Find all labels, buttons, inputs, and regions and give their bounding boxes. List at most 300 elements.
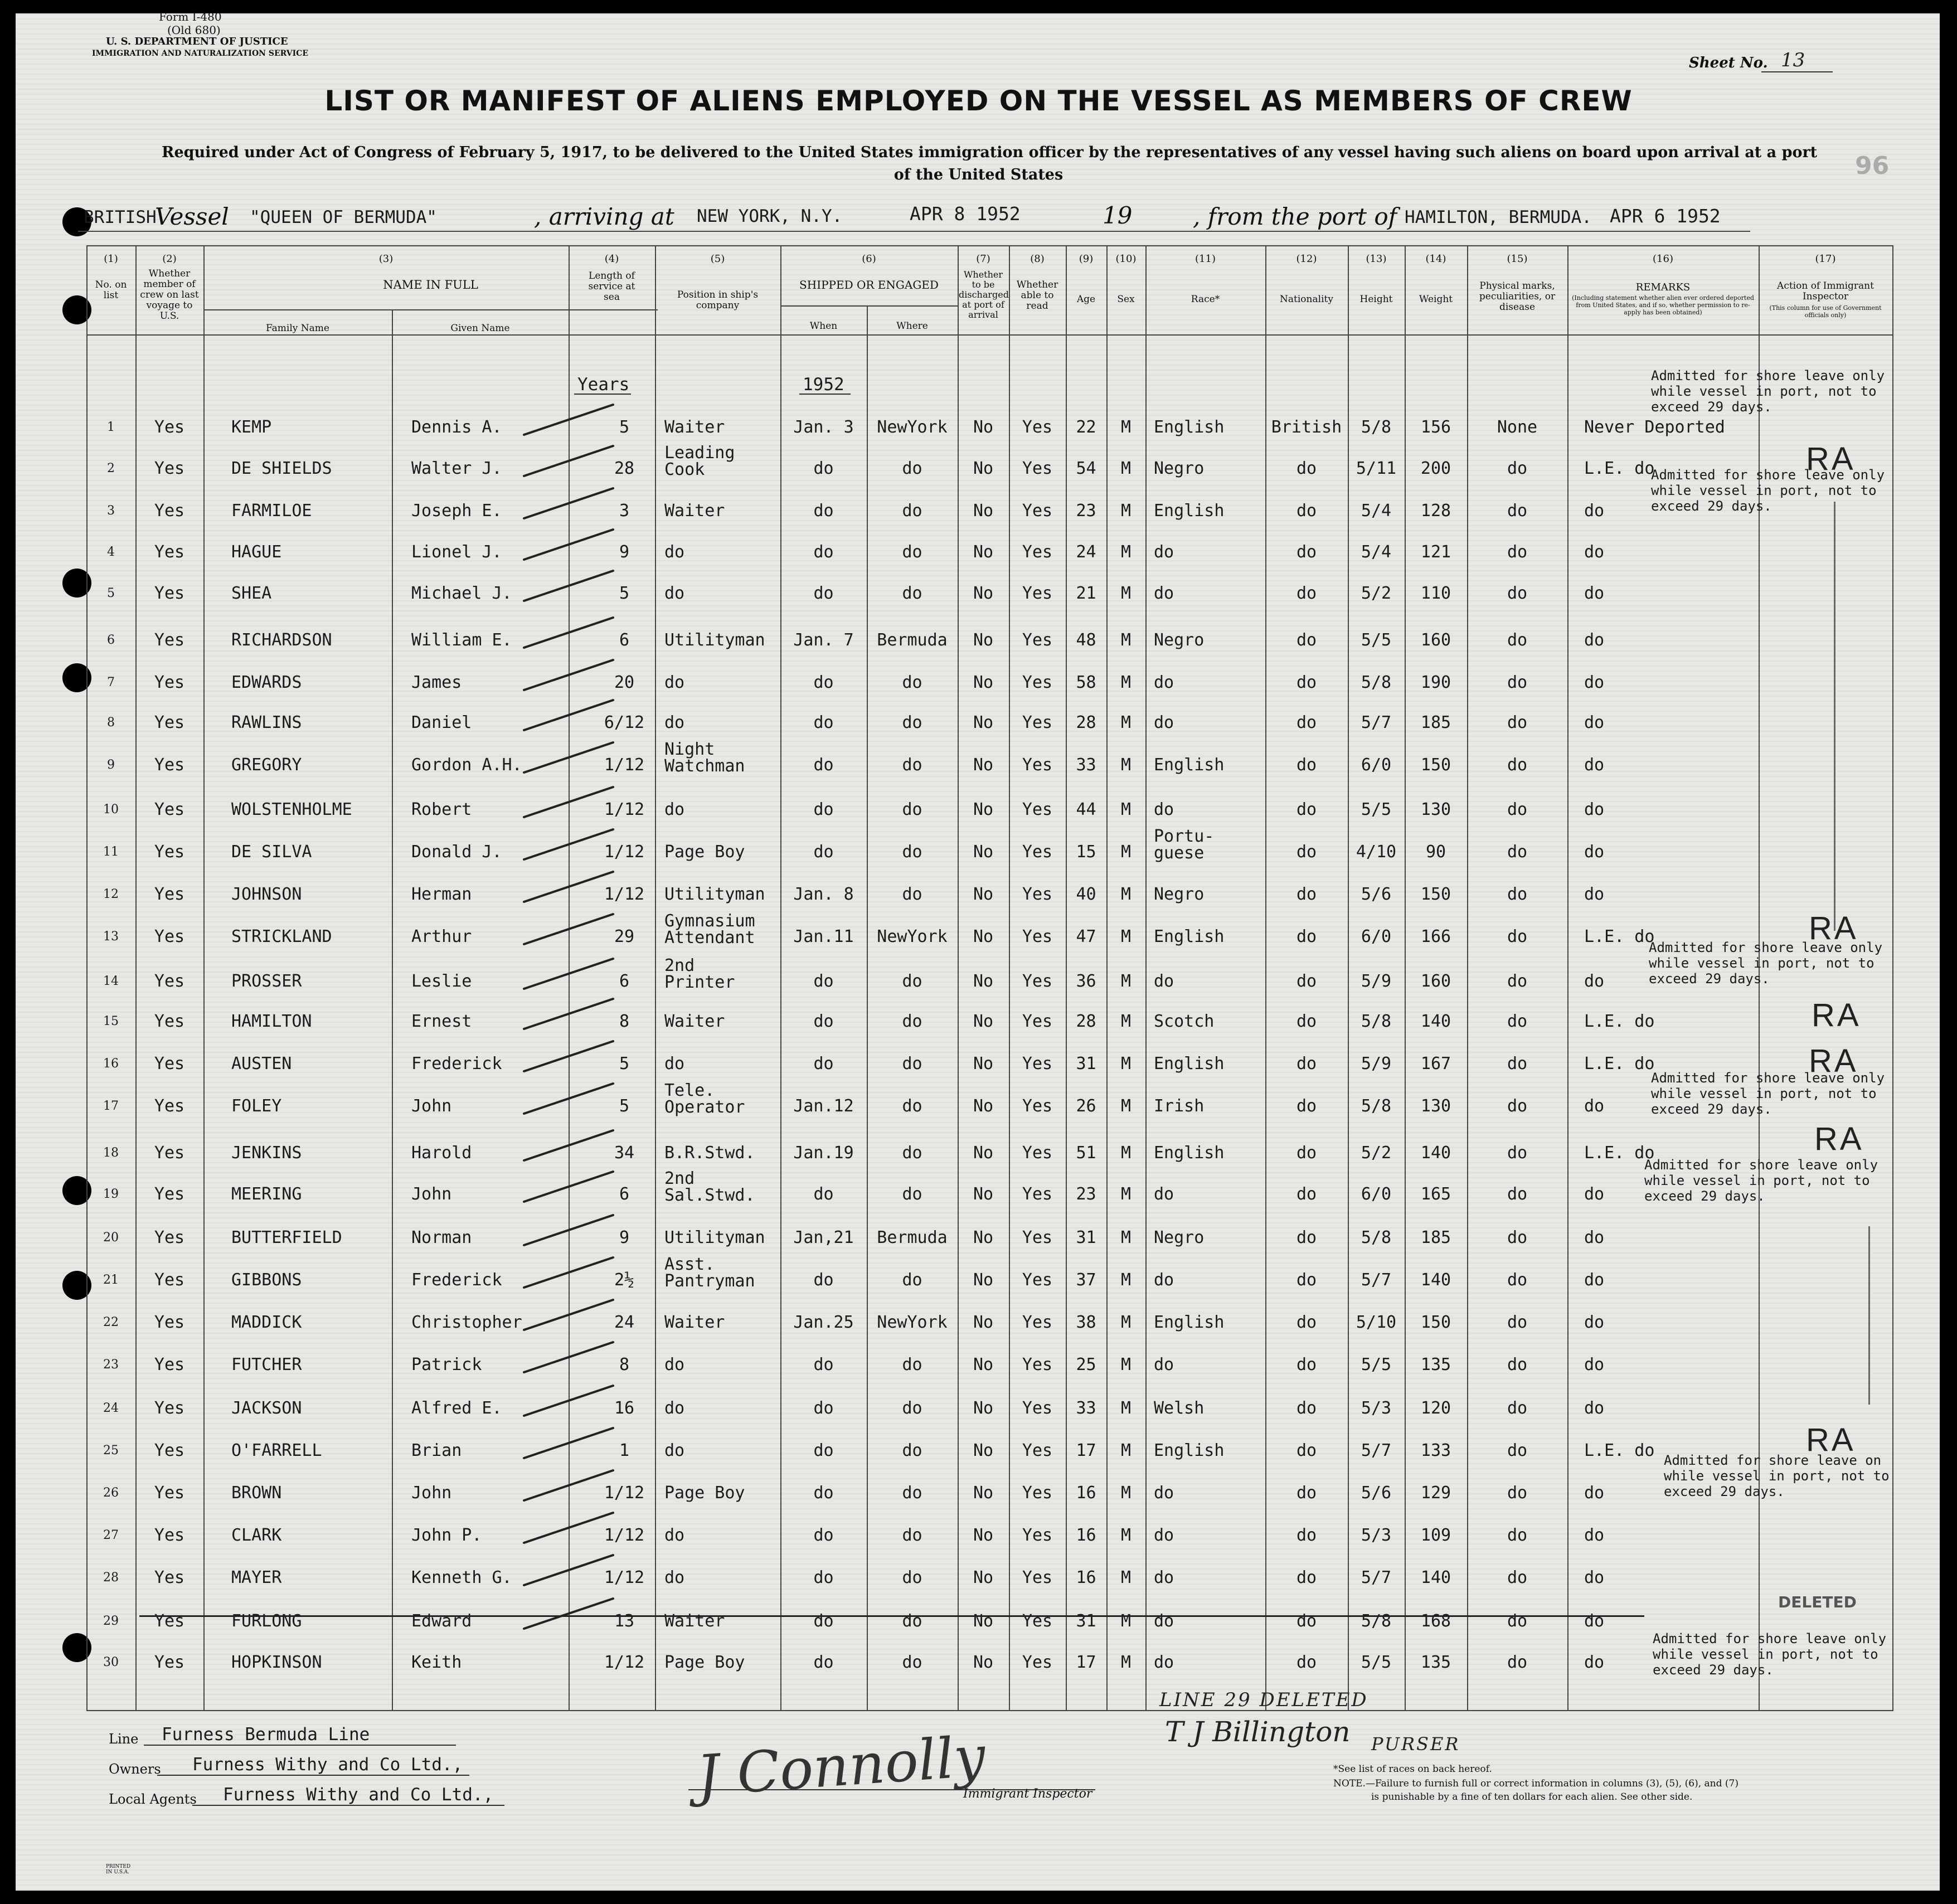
row-when-cell: Jan.19 [793,1143,854,1163]
row-race-line: English [1154,755,1225,775]
row-where-cell: NewYork [877,1313,948,1332]
row-no-cell: 7 [107,676,115,689]
row-age-cell: 17 [1076,1441,1096,1460]
row-read-cell: Yes [1022,673,1053,692]
row-race-cell [1154,419,1265,436]
row-no-cell: 22 [103,1315,119,1329]
row-height-cell: 5/4 [1361,501,1392,521]
service-check-mark [524,1215,613,1245]
row-sex-cell: M [1120,673,1132,692]
row-age-cell: 44 [1076,800,1096,819]
row-sex-cell: M [1120,1054,1132,1074]
header-height: Height [1359,294,1393,305]
shore-leave-note: Admitted for shore leave on while vessel in port, not to exceed 29 days. [1664,1453,1890,1499]
row-read-cell: Yes [1022,1483,1053,1503]
row-prev-cell: Yes [154,501,185,521]
row-age-cell: 21 [1076,584,1096,603]
row-nat-cell: do [1296,1184,1317,1204]
row-read-cell: Yes [1022,713,1053,732]
row-family-cell: STRICKLAND [231,927,332,946]
row-age-cell: 40 [1076,885,1096,904]
row-given-cell: Lionel J. [411,542,502,562]
row-position-cell [664,1013,780,1030]
row-remarks-cell: do [1584,1313,1605,1332]
row-race-cell [1154,1570,1265,1586]
row-prev-cell: Yes [154,1398,185,1418]
row-height-cell: 5/6 [1361,1483,1392,1503]
col-number: (10) [1115,253,1137,265]
row-height-cell: 5/8 [1361,1228,1392,1247]
row-marks-cell: do [1507,1483,1528,1503]
row-marks-cell: do [1507,713,1528,732]
arrival-date: APR 8 1952 [910,203,1021,225]
row-remarks-cell: do [1584,1568,1605,1587]
row-position-line: do [664,1398,685,1418]
row-position-cell [664,503,780,519]
row-disch-cell: No [973,800,994,819]
row-position-cell [664,715,780,731]
row-weight-cell: 140 [1420,1270,1451,1290]
row-sex-cell: M [1120,584,1132,603]
row-nat-cell: do [1296,1526,1317,1545]
row-weight-cell: 150 [1420,885,1451,904]
row-given-cell: Patrick [411,1355,482,1374]
row-sex-cell: M [1120,630,1132,650]
row-height-cell: 5/7 [1361,1568,1392,1587]
row-position-cell [664,844,780,861]
service-check-mark [524,1386,613,1416]
ra-mark: RA [1806,1422,1856,1458]
row-given-cell: Dennis A. [411,417,502,437]
row-remarks-cell: do [1584,630,1605,650]
row-remarks-cell: do [1584,542,1605,562]
row-sex-cell: M [1120,1270,1132,1290]
header-weight: Weight [1419,294,1453,305]
row-prev-cell: Yes [154,1228,185,1247]
row-prev-cell: Yes [154,417,185,437]
ra-mark: RA [1814,1121,1864,1157]
row-when-cell: do [813,584,834,603]
row-race-cell [1154,1098,1265,1115]
row-no-cell: 5 [107,586,115,600]
row-prev-cell: Yes [154,1653,185,1672]
row-marks-cell: do [1507,542,1528,562]
row-no-cell: 20 [103,1231,119,1245]
row-sex-cell: M [1120,842,1132,862]
row-height-cell: 5/8 [1361,1012,1392,1031]
row-disch-cell: No [973,501,994,521]
row-read-cell: Yes [1022,1526,1053,1545]
row-height-cell: 6/0 [1361,755,1392,775]
row-weight-cell: 109 [1420,1526,1451,1545]
shore-leave-note: Admitted for shore leave only while vessel in port, not to exceed 29 days. [1649,940,1883,987]
service-check-mark [524,571,613,601]
row-no-cell: 21 [103,1273,119,1287]
row-weight-cell: 190 [1420,673,1451,692]
row-disch-cell: No [973,1054,994,1074]
row-given-cell: William E. [411,630,512,650]
service-check-mark [524,959,613,989]
shore-leave-note: Admitted for shore leave only while vessel in port, not to exceed 29 days. [1653,1631,1887,1678]
service-check-mark [524,700,613,730]
row-sex-cell: M [1120,1441,1132,1460]
row-weight-cell: 140 [1420,1012,1451,1031]
row-no-cell: 1 [107,420,115,434]
row-height-cell: 5/7 [1361,1441,1392,1460]
row-when-cell: do [813,1355,834,1374]
row-when-cell: Jan. 7 [793,630,854,650]
row-prev-cell: Yes [154,1355,185,1374]
row-when-cell: Jan. 8 [793,885,854,904]
row-nat-cell: do [1296,842,1317,862]
row-read-cell: Yes [1022,459,1053,478]
row-family-cell: MEERING [231,1184,302,1204]
subtitle-line-2: of the United States [893,166,1064,183]
row-nat-cell: do [1296,459,1317,478]
row-position-line: Waiter [664,1611,725,1631]
row-where-cell: do [902,1526,922,1545]
row-service-cell: 1 [619,1441,630,1460]
row-sex-cell: M [1120,927,1132,946]
row-service-cell: 20 [614,673,635,692]
row-position-cell [664,674,780,691]
row-remarks-cell: L.E. do [1584,1054,1655,1074]
service-check-mark [524,446,613,476]
row-family-cell: JACKSON [231,1398,302,1418]
row-read-cell: Yes [1022,1611,1053,1631]
row-position-cell [664,1654,780,1671]
row-age-cell: 22 [1076,417,1096,437]
row-marks-cell: do [1507,1441,1528,1460]
row-weight-cell: 129 [1420,1483,1451,1503]
row-age-cell: 31 [1076,1611,1096,1631]
row-sex-cell: M [1120,1398,1132,1418]
row-read-cell: Yes [1022,800,1053,819]
row-family-cell: MAYER [231,1568,282,1587]
row-marks-cell: do [1507,1526,1528,1545]
shore-leave-note: Admitted for shore leave only while vessel in port, not to exceed 29 days. [1651,368,1885,415]
row-age-cell: 36 [1076,972,1096,991]
row-service-cell: 9 [619,1228,630,1247]
shore-leave-note: Admitted for shore leave only while vessel in port, not to exceed 29 days. [1651,467,1885,514]
row-position-cell [664,1400,780,1417]
row-no-cell: 30 [103,1655,119,1669]
col-rule [1892,245,1893,1711]
row-when-cell: do [813,1653,834,1672]
row-weight-cell: 166 [1420,927,1451,946]
row-service-cell: 1/12 [604,1653,645,1672]
row-read-cell: Yes [1022,1143,1053,1163]
row-remarks-cell: do [1584,885,1605,904]
row-given-cell: Alfred E. [411,1398,502,1418]
row-race-line: do [1154,1184,1174,1204]
header-nationality: Nationality [1280,294,1333,305]
row-family-cell: PROSSER [231,972,302,991]
row-service-cell: 1/12 [604,885,645,904]
row-read-cell: Yes [1022,972,1053,991]
col-number: (12) [1296,253,1317,265]
row-height-cell: 5/7 [1361,1270,1392,1290]
row-weight-cell: 185 [1420,1228,1451,1247]
row-remarks-cell: do [1584,1483,1605,1503]
row-remarks-cell: do [1584,1653,1605,1672]
year-label: 19 [1103,202,1133,229]
row-remarks-cell: L.E. do [1584,927,1655,946]
ra-mark: RA [1806,441,1856,477]
row-family-cell: CLARK [231,1526,282,1545]
row-sex-cell: M [1120,885,1132,904]
row-age-cell: 33 [1076,1398,1096,1418]
row-service-cell: 6 [619,972,630,991]
row-race-line: do [1154,1355,1174,1374]
row-given-cell: Edward [411,1611,472,1631]
arriving-label: , arriving at [534,203,674,230]
row-nat-cell: do [1296,501,1317,521]
row-when-cell: do [813,972,834,991]
row-given-cell: Michael J. [411,584,512,603]
header-age: Age [1076,294,1096,305]
row-remarks-cell: do [1584,755,1605,775]
row-age-cell: 47 [1076,927,1096,946]
row-prev-cell: Yes [154,927,185,946]
row-race-cell [1154,1400,1265,1417]
row-position-cell [664,445,780,478]
agents-underline [192,1805,504,1806]
row-nat-cell: do [1296,1096,1317,1116]
row-service-cell: 16 [614,1398,635,1418]
row-position-line: Utilityman [664,1228,765,1247]
row-position-cell [664,1170,780,1204]
row-where-cell: NewYork [877,927,948,946]
row-remarks-cell: do [1584,1096,1605,1116]
row-disch-cell: No [973,1012,994,1031]
row-given-cell: Walter J. [411,459,502,478]
row-nat-cell: do [1296,1228,1317,1247]
row-given-cell: Robert [411,800,472,819]
row-where-cell: Bermuda [877,630,948,650]
row-disch-cell: No [973,755,994,775]
row-marks-cell: do [1507,800,1528,819]
row-race-cell [1154,886,1265,903]
row-position-line: Utilityman [664,885,765,904]
row-prev-cell: Yes [154,542,185,562]
sheet-number-underline [1761,71,1833,72]
row-prev-cell: Yes [154,584,185,603]
line-value: Furness Bermuda Line [162,1725,370,1745]
row-when-cell: do [813,842,834,862]
row-weight-cell: 167 [1420,1054,1451,1074]
row-sex-cell: M [1120,542,1132,562]
row-weight-cell: 200 [1420,459,1451,478]
row-race-line: do [1154,1611,1174,1631]
row-given-cell: Brian [411,1441,462,1460]
row-sex-cell: M [1120,713,1132,732]
ra-mark: RA [1812,997,1861,1033]
col-number: (3) [378,253,394,265]
service-check-mark [524,829,613,859]
row-when-cell: Jan.12 [793,1096,854,1116]
row-where-cell: do [902,1096,922,1116]
subtitle-line-1: Required under Act of Congress of February 5, 1917, to be delivered to the United States immigration officer by the representatives of any vessel having such aliens on board upon arrival at a port [162,144,1818,161]
row-position-line: do [664,713,685,732]
row-when-cell: do [813,1054,834,1074]
service-check-mark [524,787,613,817]
row-where-cell: do [902,842,922,862]
row-read-cell: Yes [1022,1096,1053,1116]
row-nat-cell: do [1296,972,1317,991]
row-race-cell [1154,1272,1265,1289]
row-remarks-cell: do [1584,1228,1605,1247]
row-no-cell: 3 [107,504,115,518]
row-nat-cell: do [1296,1483,1317,1503]
row-prev-cell: Yes [154,885,185,904]
row-prev-cell: Yes [154,630,185,650]
row-given-cell: Joseph E. [411,501,502,521]
row-given-cell: Frederick [411,1054,502,1074]
row-given-cell: Norman [411,1228,472,1247]
col-number: (4) [604,253,619,265]
row-position-cell [664,544,780,561]
col-number: (14) [1425,253,1446,265]
row-position-line: B.R.Stwd. [664,1143,755,1163]
shipped-subheader-rule [780,305,959,307]
header-remarks-note: (Including statement whether alien ever ordered deported from United States, and if so, whether permission to re-apply has been obtained) [1572,294,1754,316]
row-given-cell: Ernest [411,1012,472,1031]
row-sex-cell: M [1120,1526,1132,1545]
row-family-cell: FARMILOE [231,501,312,521]
row-position-cell [664,632,780,649]
row-age-cell: 23 [1076,501,1096,521]
row-read-cell: Yes [1022,885,1053,904]
row-age-cell: 31 [1076,1228,1096,1247]
row-position-cell [664,913,780,946]
row-position-cell [664,1230,780,1246]
row-remarks-cell: do [1584,501,1605,521]
row-when-cell: do [813,1611,834,1631]
row-position-line: do [664,800,685,819]
service-check-mark [524,1257,613,1288]
row-read-cell: Yes [1022,1441,1053,1460]
row-position-cell [664,1357,780,1373]
header-remarks: REMARKS [1635,281,1691,293]
row-service-cell: 34 [614,1143,635,1163]
row-marks-cell: do [1507,1012,1528,1031]
row-position-line: do [664,1568,685,1587]
row-marks-cell: do [1507,584,1528,603]
row-race-cell [1154,828,1265,862]
ra-mark: RA [1809,1043,1858,1079]
row-remarks-cell: L.E. do [1584,459,1655,478]
row-no-cell: 28 [103,1571,119,1585]
row-when-cell: Jan. 3 [793,417,854,437]
row-prev-cell: Yes [154,1184,185,1204]
row-prev-cell: Yes [154,755,185,775]
header-physical-marks: Physical marks, peculiarities, or disease [1479,280,1556,313]
row-family-cell: GIBBONS [231,1270,302,1290]
row-read-cell: Yes [1022,755,1053,775]
agents-value: Furness Withy and Co Ltd., [223,1785,494,1805]
row-prev-cell: Yes [154,1526,185,1545]
row-service-cell: 1/12 [604,1526,645,1545]
row-where-cell: NewYork [877,417,948,437]
row-given-cell: Keith [411,1653,462,1672]
row-weight-cell: 168 [1420,1611,1451,1631]
row-position-cell [664,741,780,775]
header-shipped-engaged: SHIPPED OR ENGAGED [799,278,939,292]
row-nat-cell: do [1296,630,1317,650]
row-service-cell: 5 [619,584,630,603]
row-age-cell: 28 [1076,713,1096,732]
row-race-line: English [1154,1313,1225,1332]
row-race-line: Scotch [1154,1012,1215,1031]
row-position-line: Page Boy [664,842,745,862]
col-number: (5) [710,253,725,265]
row-service-cell: 28 [614,459,635,478]
row-weight-cell: 130 [1420,800,1451,819]
row-no-cell: 29 [103,1614,119,1628]
row-race-cell [1154,929,1265,945]
col-number: (16) [1653,253,1673,265]
row-race-line: Negro [1154,885,1205,904]
row-position-cell [664,1314,780,1331]
row-marks-cell: do [1507,1611,1528,1631]
row-disch-cell: No [973,713,994,732]
header-discharged: Whether to be discharged at port of arrival [959,269,1009,320]
row-remarks-cell: do [1584,800,1605,819]
col-number: (11) [1195,253,1216,265]
row-position-cell [664,886,780,903]
row-height-cell: 5/8 [1361,417,1392,437]
service-check-mark [524,1172,613,1202]
row-family-cell: DE SHIELDS [231,459,332,478]
stamp-number: 96 [1855,152,1890,180]
row-marks-cell: do [1507,1270,1528,1290]
service-check-mark [524,530,613,560]
row-family-cell: O'FARRELL [231,1441,322,1460]
row-race-line: do [1154,673,1174,692]
row-age-cell: 37 [1076,1270,1096,1290]
departure-port: HAMILTON, BERMUDA. [1405,207,1592,227]
row-marks-cell: do [1507,1096,1528,1116]
row-position-cell [664,419,780,436]
row-family-cell: JOHNSON [231,885,302,904]
row-when-cell: do [813,1526,834,1545]
row-race-cell [1154,1314,1265,1331]
row-family-cell: DE SILVA [231,842,312,862]
service-check-mark [524,999,613,1029]
row-race-line: Negro [1154,459,1205,478]
row-given-cell: Daniel [411,713,472,732]
row-sex-cell: M [1120,755,1132,775]
row-family-cell: KEMP [231,417,272,437]
row-age-cell: 48 [1076,630,1096,650]
row-disch-cell: No [973,1611,994,1631]
department-name: U. S. DEPARTMENT OF JUSTICE [106,36,288,47]
row-weight-cell: 140 [1420,1568,1451,1587]
row-race-cell [1154,544,1265,561]
row-remarks-cell: do [1584,713,1605,732]
row-where-cell: do [902,800,922,819]
row-remarks-cell: do [1584,842,1605,862]
row-read-cell: Yes [1022,1355,1053,1374]
row-when-cell: do [813,1270,834,1290]
row-marks-cell: do [1507,1054,1528,1074]
row-weight-cell: 130 [1420,1096,1451,1116]
row-when-cell: do [813,542,834,562]
header-name-in-full: NAME IN FULL [383,278,478,292]
line-label: Line [109,1731,139,1747]
service-name: IMMIGRATION AND NATURALIZATION SERVICE [92,49,308,58]
